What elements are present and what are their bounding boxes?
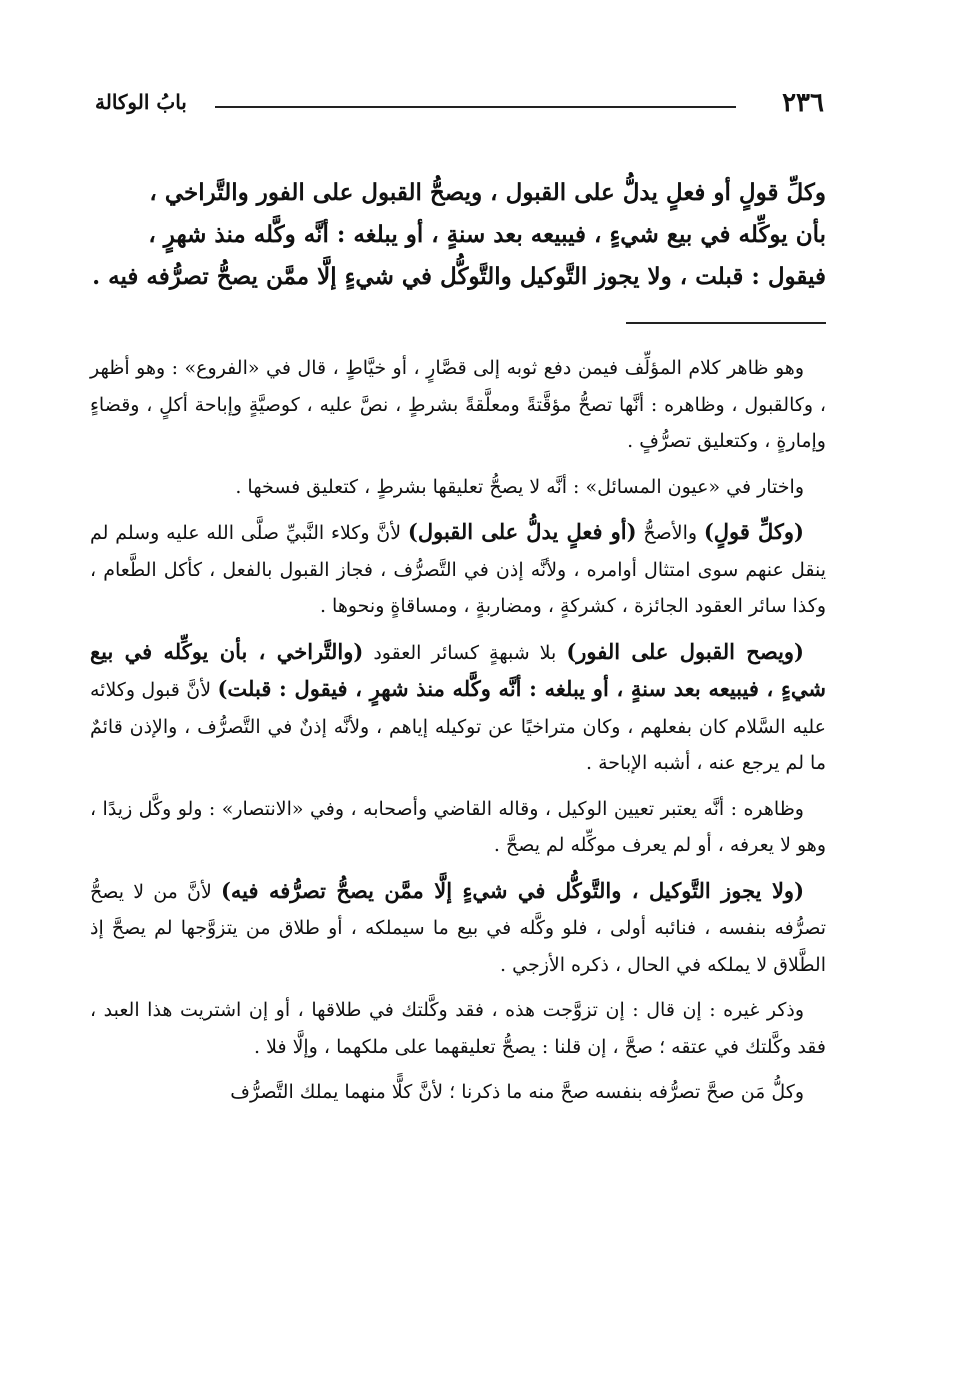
quoted-main-text: (والتَّراخي ، بأن يوكِّله في بيع شيءٍ ، فيبيعه بعد سنةٍ ، أو يبلغه : أنَّه وكَّله منذ شهرٍ ، فيقول : قبلت) [90, 638, 826, 701]
commentary-text: بلا شبهةٍ كسائر العقود [363, 641, 567, 664]
main-text-line: وكلِّ قولٍ أو فعلٍ يدلُّ على القبول ، ويصحُّ القبول على الفور والتَّراخي ، [149, 179, 826, 206]
main-text [90, 172, 826, 298]
commentary-text: لأنَّ قبول وكلائه عليه السَّلام كان بفعلهم ، وكان متراخيًا عن توكيله إياهم ، ولأنَّه إذنٌ في التَّصرُّف ، والإذن قائمٌ ما لم يرجع عنه ، أشبه الإباحة . [90, 679, 826, 774]
footnote-separator [626, 322, 826, 324]
quoted-main-text: (ويصح القبول على الفور) [566, 638, 804, 664]
commentary-paragraph [90, 634, 826, 782]
header-rule [215, 106, 736, 108]
commentary-text: لأنَّ وكلاء النَّبيِّ صلَّى الله عليه وسلم لم ينقل عنهم سوى امتثال أوامره ، ولأنَّه إذن في التَّصرُّف ، فجاز القبول بالفعل ، كأكل الطَّعام ، وكذا سائر العقود الجائزة ، كشركةٍ ، ومضاربةٍ ، ومساقاةٍ ونحوها . [90, 522, 826, 617]
page-number: ٢٣٦ [782, 88, 824, 118]
main-text-line: فيقول : قبلت ، ولا يجوز التَّوكيل والتَّوكُّل في شيءٍ إلَّا ممَّن يصحُّ تصرُّفه فيه . [92, 263, 826, 290]
quoted-main-text: (أو فعلٍ يدلُّ على القبول) [407, 519, 637, 544]
commentary-text: والأصحُّ [636, 522, 704, 544]
page-header [95, 84, 824, 124]
commentary-paragraph: وظاهره : أنَّه يعتبر تعيين الوكيل ، وقاله القاضي وأصحابه ، وفي «الانتصار» : ولو وكَّل زيدًا ، وهو لا يعرفه ، أو لم يعرف موكِّله لم يصحَّ . [90, 797, 826, 856]
quoted-main-text: (وكلِّ قولٍ) [703, 519, 804, 544]
commentary [90, 350, 826, 1120]
commentary-paragraph: وذكر غيره : إن قال : إن تزوَّجت هذه ، فقد وكَّلتك في طلاقها ، أو إن اشتريت هذا العبد ، فقد وكَّلتك في عتقه ؛ صحَّ ، إن قلنا : يصحُّ تعليقهما على ملكهما ، وإلَّا فلا . [90, 999, 826, 1058]
commentary-paragraph: واختار في «عيون المسائل» : أنَّه لا يصحُّ تعليقها بشرطٍ ، كتعليق فسخها . [235, 475, 804, 498]
commentary-text: لأنَّ من لا يصحُّ تصرُّفه بنفسه ، فنائبه أولى ، فلو وكَّله في بيع ما سيملكه ، أو طلاق من يتزوَّجها لم يصحَّ إذ الطَّلاق لا يملكه في الحال ، ذكره الأزجي . [90, 880, 826, 976]
commentary-paragraph [90, 514, 826, 625]
quoted-main-text: (ولا يجوز التَّوكيل ، والتَّوكُّل في شيءٍ إلَّا ممَّن يصحُّ تصرُّفه فيه) [220, 877, 805, 903]
main-text-line: بأن يوكِّله في بيع شيءٍ ، فيبيعه بعد سنةٍ ، أو يبلغه : أنَّه وكَّله منذ شهرٍ ، [148, 221, 826, 248]
commentary-paragraph: وكلُّ مَن صحَّ تصرُّفه بنفسه صحَّ منه ما ذكرنا ؛ لأنَّ كلًّا منهما يملك التَّصرُّف [230, 1081, 804, 1103]
commentary-paragraph: وهو ظاهر كلام المؤلِّف فيمن دفع ثوبه إلى قصَّارٍ ، أو خيَّاطٍ ، قال في «الفروع» : وهو أظهر ، وكالقبول ، وظاهره : أنَّها تصحُّ مؤقَّتةً ومعلَّقةً بشرطٍ ، نصَّ عليه ، كوصيَّةٍ وإباحة أكلٍ ، وقضاءٍ وإمارةٍ ، وكتعليق تصرُّفٍ . [90, 357, 826, 452]
commentary-paragraph [90, 873, 826, 984]
chapter-title: بابُ الوكالة [95, 90, 187, 114]
